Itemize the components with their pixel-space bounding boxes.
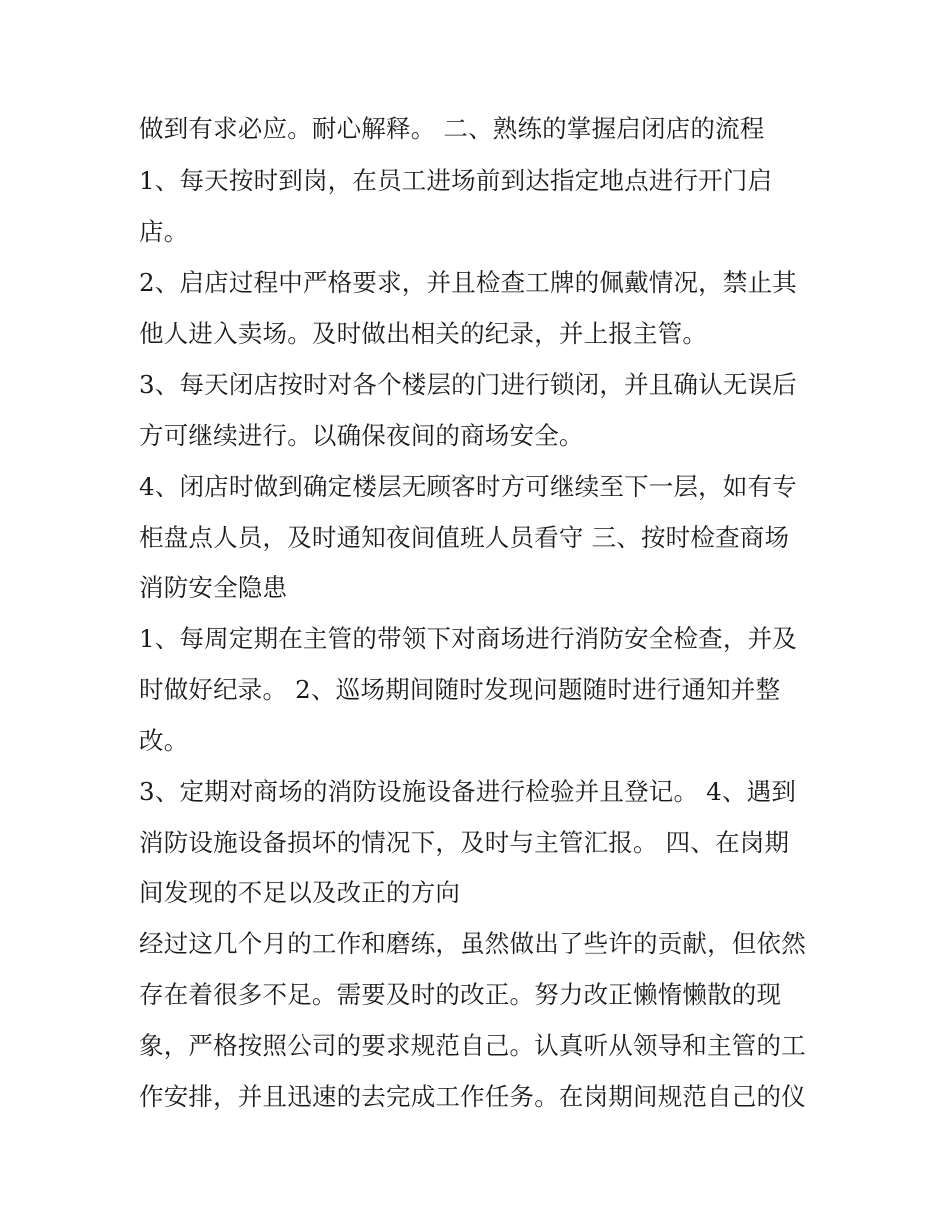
text-line: 2、启店过程中严格要求，并且检查工牌的佩戴情况，禁止其 bbox=[139, 268, 797, 297]
text-line: 他人进入卖场。及时做出相关的纪录，并上报主管。 bbox=[139, 319, 708, 348]
text-line: 经过这几个月的工作和磨练，虽然做出了些许的贡献，但依然 bbox=[139, 929, 806, 958]
text-line: 时做好纪录。 2、巡场期间随时发现问题随时进行通知并整 bbox=[139, 675, 781, 704]
text-line: 做到有求必应。耐心解释。 二、熟练的掌握启闭店的流程 bbox=[139, 114, 765, 143]
text-line: 3、定期对商场的消防设施设备进行检验并且登记。 4、遇到 bbox=[139, 777, 797, 806]
text-line: 方可继续进行。以确保夜间的商场安全。 bbox=[139, 421, 584, 450]
text-line: 间发现的不足以及改正的方向 bbox=[139, 878, 461, 907]
text-line: 象，严格按照公司的要求规范自己。认真听从领导和主管的工 bbox=[139, 1031, 806, 1060]
text-line: 存在着很多不足。需要及时的改正。努力改正懒惰懒散的现 bbox=[139, 980, 782, 1009]
text-line: 改。 bbox=[139, 726, 189, 755]
text-line: 消防安全隐患 bbox=[139, 573, 288, 602]
text-line: 1、每周定期在主管的带领下对商场进行消防安全检查，并及 bbox=[139, 624, 797, 653]
text-line: 4、闭店时做到确定楼层无顾客时方可继续至下一层，如有专 bbox=[139, 472, 797, 501]
text-line: 1、每天按时到岗，在员工进场前到达指定地点进行开门启 bbox=[139, 166, 773, 195]
text-line: 3、每天闭店按时对各个楼层的门进行锁闭，并且确认无误后 bbox=[139, 370, 797, 399]
text-line: 作安排，并且迅速的去完成工作任务。在岗期间规范自己的仪 bbox=[139, 1082, 806, 1111]
text-line: 店。 bbox=[139, 217, 189, 246]
text-line: 柜盘点人员，及时通知夜间值班人员看守 三、按时检查商场 bbox=[139, 523, 790, 552]
text-line: 消防设施设备损坏的情况下，及时与主管汇报。 四、在岗期 bbox=[139, 828, 790, 857]
